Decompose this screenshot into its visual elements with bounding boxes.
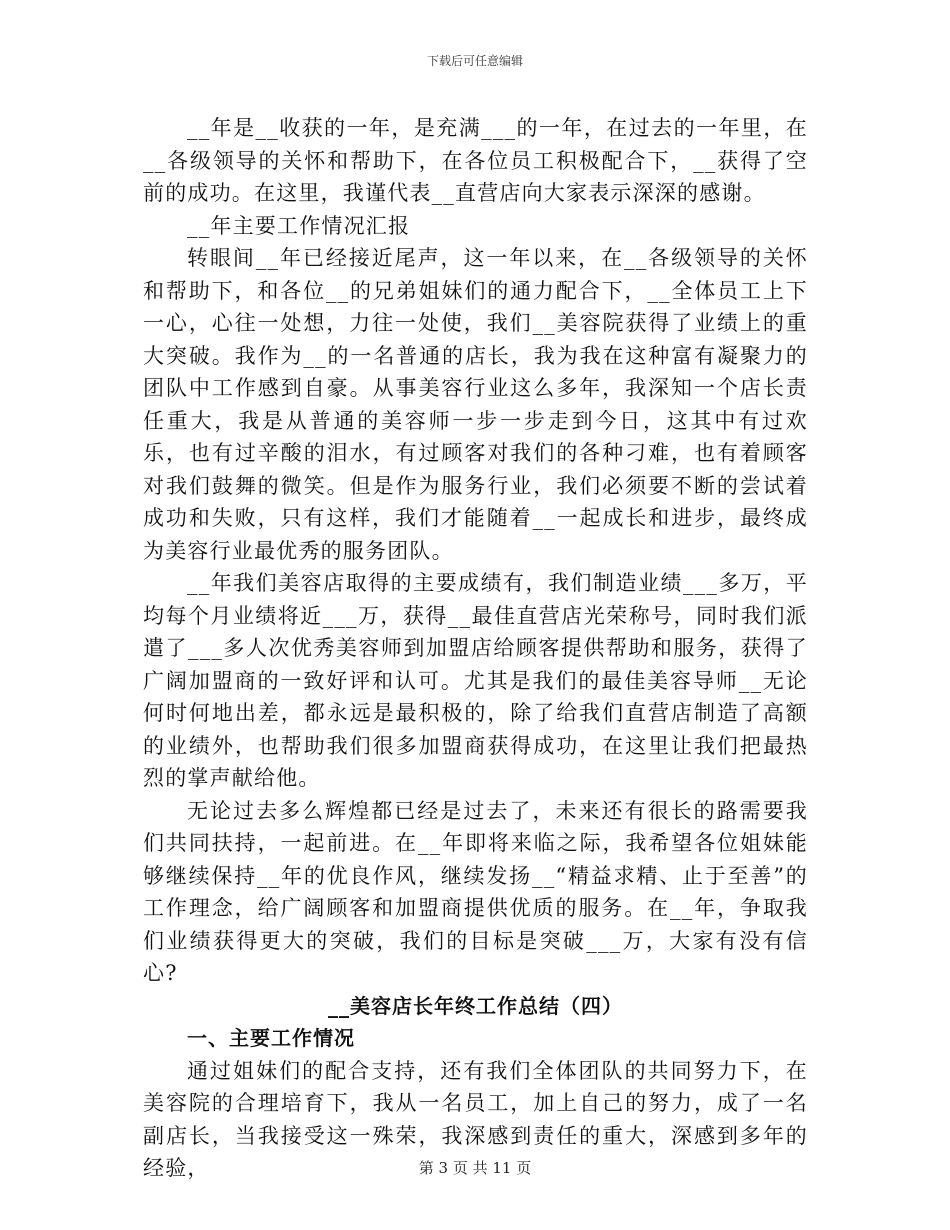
paragraph-opening: __年是__收获的一年，是充满___的一年，在过去的一年里，在__各级领导的关怀和帮助下，在各位员工积极配合下，__获得了空前的成功。在这里，我谨代表__直营店向大家表示深深的感谢。 xyxy=(143,116,808,205)
paragraph-work-situation: 通过姐妹们的配合支持，还有我们全体团队的共同努力下，在美容院的合理培育下，我从一名员工，加上自己的努力，成了一名副店长，当我接受这一殊荣，我深感到责任的重大，深感到多年的经验， xyxy=(143,1058,808,1180)
paragraph-report-heading: __年主要工作情况汇报 xyxy=(187,213,411,238)
paragraph-achievements: __年我们美容店取得的主要成绩有，我们制造业绩___多万，平均每个月业绩将近___万，获得__最佳直营店光荣称号，同时我们派遣了___多人次优秀美容师到加盟店给顾客提供帮助和服务，获得了广阔加盟商的一致好评和认可。尤其是我们的最佳美容导师__无论何时何地出差，都永远是最积极的，除了给我们直营店制造了高额的业绩外，也帮助我们很多加盟商获得成功，在这里让我们把最热烈的掌声献给他。 xyxy=(143,571,808,790)
paragraph-outlook: 无论过去多么辉煌都已经是过去了，未来还有很长的路需要我们共同扶持，一起前进。在__年即将来临之际，我希望各位姐妹能够继续保持__年的优良作风，继续发扬__“精益求精、止于至善”的工作理念，给广阔顾客和加盟商提供优质的服务。在__年，争取我们业绩获得更大的突破，我们的目标是突破___万，大家有没有信心? xyxy=(143,798,808,985)
section-title: __美容店长年终工作总结（四） xyxy=(328,993,623,1018)
page-number: 第 3 页 共 11 页 xyxy=(418,1159,532,1177)
paragraph-review: 转眼间__年已经接近尾声，这一年以来，在__各级领导的关怀和帮助下，和各位__的兄弟姐妹们的通力配合下，__全体员工上下一心，心往一处想，力往一处使，我们__美容院获得了业绩上的重大突破。我作为__的一名普通的店长，我为我在这种富有凝聚力的团队中工作感到自豪。从事美容行业这么多年，我深知一个店长责任重大，我是从普通的美容师一步一步走到今日，这其中有过欢乐，也有过辛酸的泪水，有过顾客对我们的各种刁难，也有着顾客对我们鼓舞的微笑。但是作为服务行业，我们必须要不断的尝试着成功和失败，只有这样，我们才能随着__一起成长和进步，最终成为美容行业最优秀的服务团队。 xyxy=(143,246,808,563)
document-body xyxy=(143,112,808,1185)
section-subheading: 一、主要工作情况 xyxy=(187,1026,355,1050)
header-note: 下载后可任意编辑 xyxy=(426,54,523,68)
